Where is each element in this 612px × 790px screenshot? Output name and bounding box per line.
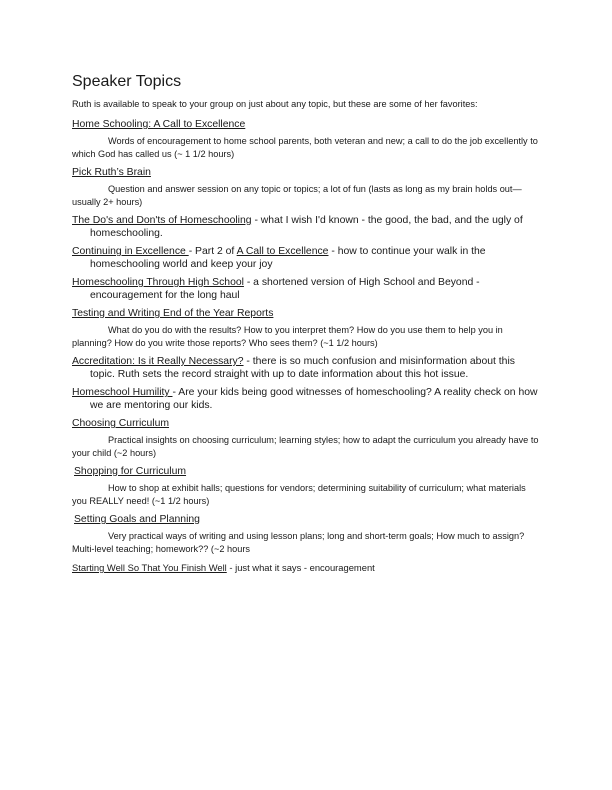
topic-item bbox=[72, 214, 542, 240]
topic-item bbox=[72, 166, 542, 209]
topic-inline-description: - just what it says - encouragement bbox=[226, 562, 375, 573]
topic-title: Starting Well So That You Finish Well bbox=[72, 562, 227, 573]
topic-item bbox=[72, 561, 542, 574]
topic-item bbox=[72, 276, 542, 302]
topic-inline-description: - how to continue your walk in the homeschooling world and keep your joy bbox=[90, 246, 486, 270]
topic-heading bbox=[72, 245, 542, 271]
topic-title: Setting Goals and Planning bbox=[74, 514, 200, 525]
topic-item bbox=[72, 513, 542, 556]
topic-item bbox=[72, 245, 542, 271]
topic-inline-description: - a shortened version of High School and Beyond - encouragement for the long haul bbox=[90, 277, 480, 301]
topic-connector: - Part 2 of bbox=[188, 246, 237, 257]
topic-list bbox=[72, 118, 542, 574]
topic-heading bbox=[72, 276, 542, 302]
topic-description: Very practical ways of writing and using lesson plans; long and short-term goals; How much to assign? Multi-level teaching; homework?? (~2 hours bbox=[72, 531, 525, 554]
topic-heading bbox=[72, 465, 542, 478]
topic-heading bbox=[72, 561, 542, 574]
topic-description: How to shop at exhibit halls; questions for vendors; determining suitability of curriculum; what materials you REALLY need! (~1 1/2 hours) bbox=[72, 483, 526, 506]
topic-title: Continuing in Excellence bbox=[72, 246, 189, 257]
topic-inline-description: - there is so much confusion and misinformation about this topic. Ruth sets the record straight with up to date information about this hot issue. bbox=[90, 356, 515, 380]
topic-title: Choosing Curriculum bbox=[72, 418, 170, 429]
topic-item bbox=[72, 386, 542, 412]
topic-description: Words of encouragement to home school parents, both veteran and new; a call to do the job excellently to which God has called us (~ 1 1/2 hours) bbox=[72, 136, 538, 159]
topic-title: Pick Ruth’s Brain bbox=[72, 167, 151, 178]
topic-inline-description: - what I wish I'd known - the good, the bad, and the ugly of homeschooling. bbox=[90, 215, 523, 239]
topic-title: The Do's and Don'ts of Homeschooling bbox=[72, 215, 252, 226]
topic-item bbox=[72, 355, 542, 381]
topic-item bbox=[72, 417, 542, 460]
topic-heading bbox=[72, 355, 542, 381]
page-title: Speaker Topics bbox=[72, 73, 182, 90]
topic-heading bbox=[72, 307, 542, 320]
document-page bbox=[72, 72, 542, 579]
topic-title: Home Schooling: A Call to Excellence bbox=[72, 119, 246, 130]
topic-item bbox=[72, 118, 542, 161]
topic-title: Homeschool Humility bbox=[72, 387, 173, 398]
topic-inline-description: - Are your kids being good witnesses of homeschooling? A reality check on how we are mentoring our kids. bbox=[90, 387, 538, 411]
topic-title: Accreditation: Is it Really Necessary? bbox=[72, 356, 244, 367]
topic-heading bbox=[72, 417, 542, 430]
topic-description: Question and answer session on any topic or topics; a lot of fun (lasts as long as my brain holds out—usually 2+ hours) bbox=[72, 184, 522, 207]
topic-description: What do you do with the results? How to you interpret them? How do you use them to help you in planning? How do you write those reports? Who sees them? (~1 1/2 hours) bbox=[72, 325, 503, 348]
topic-heading bbox=[72, 118, 542, 131]
topic-heading bbox=[72, 386, 542, 412]
topic-item bbox=[72, 465, 542, 508]
topic-item bbox=[72, 307, 542, 350]
topic-title: Testing and Writing End of the Year Reports bbox=[72, 308, 274, 319]
topic-heading bbox=[72, 166, 542, 179]
topic-title: Homeschooling Through High School bbox=[72, 277, 244, 288]
topic-heading bbox=[72, 513, 542, 526]
topic-description: Practical insights on choosing curriculum; learning styles; how to adapt the curriculum you already have to your child (~2 hours) bbox=[72, 435, 539, 458]
intro-text: Ruth is available to speak to your group on just about any topic, but these are some of her favorites: bbox=[72, 99, 478, 109]
topic-title: Shopping for Curriculum bbox=[74, 466, 187, 477]
topic-reference: A Call to Excellence bbox=[236, 246, 329, 257]
topic-heading bbox=[72, 214, 542, 240]
